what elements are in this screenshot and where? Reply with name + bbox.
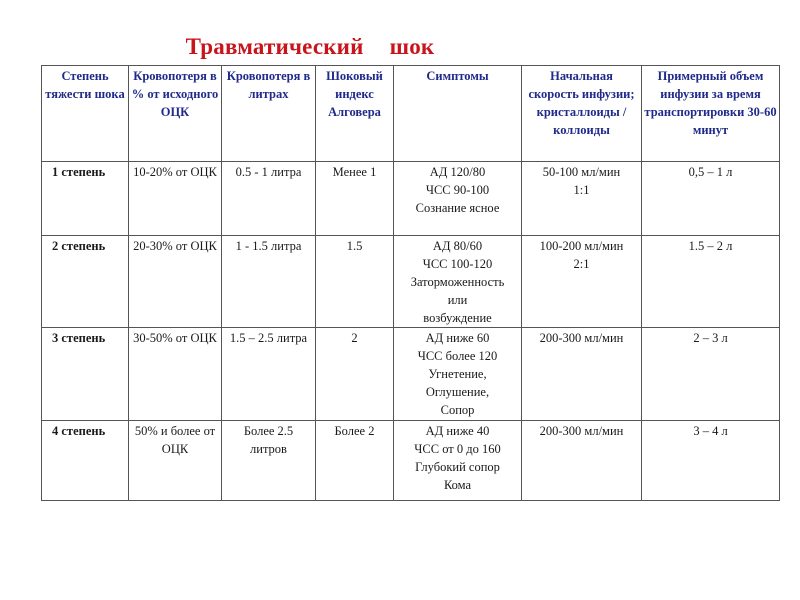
cell-infusion-volume: 2 – 3 л (642, 328, 780, 421)
cell-loss-percent: 10-20% от ОЦК (129, 162, 222, 236)
ratio-line: 2:1 (573, 257, 590, 271)
symptom-line: АД ниже 60 (425, 331, 490, 345)
table-row (42, 236, 780, 328)
symptom-line: Сопор (440, 403, 475, 417)
cell-symptoms (394, 162, 522, 236)
cell-infusion-rate (522, 421, 642, 501)
rate-line: 200-300 мл/мин (539, 331, 624, 345)
cell-infusion-rate (522, 162, 642, 236)
header-loss-liters: Кровопотеря в литрах (222, 66, 316, 162)
cell-degree: 3 степень (42, 328, 129, 421)
cell-infusion-rate (522, 328, 642, 421)
table-row (42, 421, 780, 501)
rate-line: 50-100 мл/мин (542, 165, 621, 179)
cell-loss-liters: 1 - 1.5 литра (222, 236, 316, 328)
header-infusion-rate: Начальная скорость инфузии; кристаллоиды / коллоиды (522, 66, 642, 162)
cell-loss-liters: Более 2.5 литров (222, 421, 316, 501)
cell-symptoms (394, 328, 522, 421)
header-loss-percent: Кровопотеря в % от исходного ОЦК (129, 66, 222, 162)
cell-symptoms (394, 236, 522, 328)
symptom-line: или (447, 293, 468, 307)
cell-degree: 2 степень (42, 236, 129, 328)
table-row (42, 162, 780, 236)
symptom-line: ЧСС от 0 до 160 (414, 442, 501, 456)
symptom-line: Угнетение, (428, 367, 487, 381)
cell-degree: 1 степень (42, 162, 129, 236)
cell-shock-index: Более 2 (316, 421, 394, 501)
cell-loss-liters: 1.5 – 2.5 литра (222, 328, 316, 421)
title-word-1: Травматический (185, 34, 364, 59)
rate-line: 100-200 мл/мин (539, 239, 624, 253)
cell-loss-percent: 30-50% от ОЦК (129, 328, 222, 421)
rate-line: 200-300 мл/мин (539, 424, 624, 438)
cell-infusion-volume: 3 – 4 л (642, 421, 780, 501)
header-infusion-volume: Примерный объем инфузии за время транспортировки 30-60 минут (642, 66, 780, 162)
symptom-line: ЧСС 90-100 (425, 183, 490, 197)
cell-loss-percent: 50% и более от ОЦК (129, 421, 222, 501)
cell-loss-liters: 0.5 - 1 литра (222, 162, 316, 236)
symptom-line: АД ниже 40 (425, 424, 490, 438)
symptom-line: Сознание ясное (415, 201, 500, 215)
symptom-line: возбуждение (423, 311, 492, 325)
cell-infusion-volume: 1.5 – 2 л (642, 236, 780, 328)
header-symptoms: Симптомы (394, 66, 522, 162)
symptom-line: Кома (443, 478, 472, 492)
ratio-line: 1:1 (573, 183, 590, 197)
symptom-line: Заторможенность (410, 275, 505, 289)
symptom-line: Глубокий сопор (415, 460, 500, 474)
cell-symptoms (394, 421, 522, 501)
table-header-row (42, 66, 780, 162)
cell-infusion-volume: 0,5 – 1 л (642, 162, 780, 236)
cell-infusion-rate (522, 236, 642, 328)
symptom-line: АД 120/80 (429, 165, 486, 179)
symptom-line: ЧСС 100-120 (422, 257, 493, 271)
cell-shock-index: 2 (316, 328, 394, 421)
symptom-line: ЧСС более 120 (417, 349, 498, 363)
table-row (42, 328, 780, 421)
cell-shock-index: 1.5 (316, 236, 394, 328)
symptom-line: АД 80/60 (432, 239, 483, 253)
cell-loss-percent: 20-30% от ОЦК (129, 236, 222, 328)
header-degree: Степень тяжести шока (42, 66, 129, 162)
header-shock-index: Шоковый индекс Алговера (316, 66, 394, 162)
symptom-line: Оглушение, (425, 385, 490, 399)
title-word-2: шок (389, 34, 435, 59)
cell-degree: 4 степень (42, 421, 129, 501)
cell-shock-index: Менее 1 (316, 162, 394, 236)
page-title (0, 34, 620, 60)
shock-table (41, 65, 780, 501)
